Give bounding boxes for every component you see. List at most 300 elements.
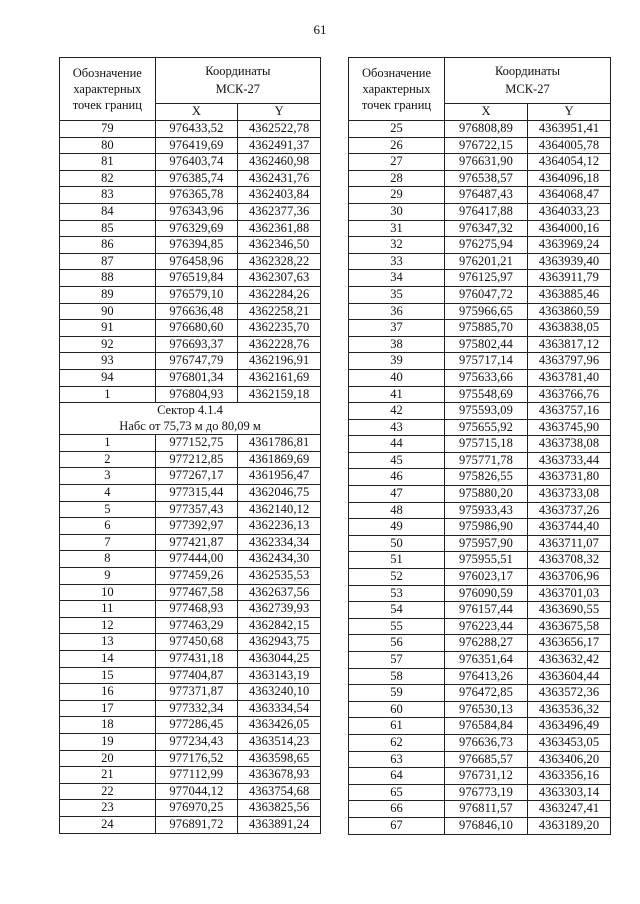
table-row [349,618,611,635]
table-row [349,137,611,154]
point-number: 67 [349,817,445,834]
x-value: 975880,20 [445,486,528,503]
y-value: 4363632,42 [528,652,611,669]
point-number: 40 [349,369,445,386]
y-value: 4363701,03 [528,585,611,602]
y-value: 4362403,84 [238,187,321,204]
point-number: 86 [60,237,156,254]
point-number: 43 [349,419,445,436]
x-value: 976579,10 [155,286,238,303]
y-value: 4363733,08 [528,486,611,503]
x-value: 977392,97 [155,518,238,535]
table-row [349,353,611,370]
table-row [60,584,321,601]
point-number: 29 [349,187,445,204]
y-value: 4362842,15 [238,617,321,634]
table-row [60,220,321,237]
x-value: 976458,96 [155,253,238,270]
point-number: 94 [60,369,156,386]
coordinates-header [155,58,320,104]
table-row [349,602,611,619]
table-row [349,452,611,469]
y-value: 4362236,13 [238,518,321,535]
x-value: 976394,85 [155,237,238,254]
y-value: 4362431,76 [238,170,321,187]
table-row [349,220,611,237]
x-value: 976329,69 [155,220,238,237]
y-value: 4363303,14 [528,784,611,801]
coordinates-title: Координаты [205,64,271,79]
y-value: 4363690,55 [528,602,611,619]
x-value: 976413,26 [445,668,528,685]
x-value: 976808,89 [445,121,528,138]
table-row [349,734,611,751]
x-value: 976538,57 [445,170,528,187]
y-value: 4363891,24 [238,816,321,833]
table-row [60,700,321,717]
x-value: 976891,72 [155,816,238,833]
x-value: 976811,57 [445,801,528,818]
point-number: 66 [349,801,445,818]
x-value: 976419,69 [155,137,238,154]
x-value: 975966,65 [445,303,528,320]
point-number: 19 [60,733,156,750]
point-number: 64 [349,768,445,785]
x-value: 977044,12 [155,783,238,800]
y-value: 4363733,44 [528,452,611,469]
y-value: 4364068,47 [528,187,611,204]
x-value: 976343,96 [155,203,238,220]
y-value: 4363817,12 [528,336,611,353]
point-number: 81 [60,154,156,171]
y-value: 4363247,41 [528,801,611,818]
table-row [60,750,321,767]
table-row [60,286,321,303]
y-header: Y [528,103,611,120]
y-value: 4363860,59 [528,303,611,320]
table-row [349,154,611,171]
x-value: 977468,93 [155,601,238,618]
table-row [60,203,321,220]
point-number: 55 [349,618,445,635]
y-value: 4363675,58 [528,618,611,635]
point-number: 41 [349,386,445,403]
point-number: 47 [349,486,445,503]
x-value: 977152,75 [155,435,238,452]
point-number: 92 [60,336,156,353]
table-row [60,303,321,320]
point-number: 58 [349,668,445,685]
point-number: 37 [349,320,445,337]
table-row [349,817,611,834]
point-number: 34 [349,270,445,287]
point-number: 5 [60,501,156,518]
table-row [349,652,611,669]
x-value: 976223,44 [445,618,528,635]
x-value: 976417,88 [445,203,528,220]
x-value: 975802,44 [445,336,528,353]
y-value: 4364005,78 [528,137,611,154]
table-row [349,801,611,818]
y-value: 4362196,91 [238,353,321,370]
table-row [60,800,321,817]
y-value: 4363885,46 [528,286,611,303]
designation-header: Обозначение характерных точек границ [60,58,156,121]
table-row [349,784,611,801]
table-row [349,469,611,486]
x-value: 977176,52 [155,750,238,767]
table-row [60,518,321,535]
table-row [60,651,321,668]
x-value: 977450,68 [155,634,238,651]
x-value: 976519,84 [155,270,238,287]
y-value: 4362159,18 [238,386,321,403]
y-value: 4363453,05 [528,734,611,751]
x-value: 976201,21 [445,253,528,270]
y-value: 4363426,05 [238,717,321,734]
table-row [349,436,611,453]
y-value: 4362161,69 [238,369,321,386]
point-number: 44 [349,436,445,453]
table-row [60,253,321,270]
y-value: 4363334,54 [238,700,321,717]
x-value: 977444,00 [155,551,238,568]
x-value: 977234,43 [155,733,238,750]
table-row [60,353,321,370]
point-number: 28 [349,170,445,187]
y-value: 4363189,20 [528,817,611,834]
x-value: 976804,93 [155,386,238,403]
designation-header: Обозначение характерных точек границ [349,58,445,121]
table-row [349,419,611,436]
y-value: 4362460,98 [238,154,321,171]
coordinates-table-left [59,57,321,834]
y-value: 4363572,36 [528,685,611,702]
coordinate-system: МСК-27 [505,82,550,97]
table-row [349,336,611,353]
x-value: 976157,44 [445,602,528,619]
table-row [60,170,321,187]
point-number: 26 [349,137,445,154]
point-number: 80 [60,137,156,154]
y-value: 4363514,23 [238,733,321,750]
point-number: 32 [349,237,445,254]
y-value: 4364096,18 [528,170,611,187]
table-row [349,685,611,702]
point-number: 8 [60,551,156,568]
point-number: 23 [60,800,156,817]
y-value: 4363356,16 [528,768,611,785]
point-number: 45 [349,452,445,469]
x-value: 976403,74 [155,154,238,171]
y-value: 4362491,37 [238,137,321,154]
point-number: 15 [60,667,156,684]
table-row [60,369,321,386]
x-value: 976023,17 [445,569,528,586]
x-header: X [445,103,528,120]
point-number: 39 [349,353,445,370]
x-value: 977404,87 [155,667,238,684]
table-row [60,187,321,204]
table-row [60,121,321,138]
point-number: 42 [349,403,445,420]
table-row [60,551,321,568]
x-value: 976125,97 [445,270,528,287]
y-header: Y [238,103,321,120]
table-row [349,751,611,768]
point-number: 57 [349,652,445,669]
x-value: 975933,43 [445,502,528,519]
table-row [60,601,321,618]
table-row [60,468,321,485]
x-value: 977286,45 [155,717,238,734]
y-value: 4363781,40 [528,369,611,386]
point-number: 12 [60,617,156,634]
table-row [349,569,611,586]
y-value: 4362377,36 [238,203,321,220]
point-number: 2 [60,451,156,468]
table-row [60,534,321,551]
x-value: 976773,19 [445,784,528,801]
y-value: 4362328,22 [238,253,321,270]
y-value: 4361869,69 [238,451,321,468]
y-value: 4363711,07 [528,535,611,552]
table-row [349,203,611,220]
table-row [349,386,611,403]
y-value: 4362361,88 [238,220,321,237]
point-number: 52 [349,569,445,586]
point-number: 31 [349,220,445,237]
point-number: 54 [349,602,445,619]
table-row [60,667,321,684]
x-value: 977332,34 [155,700,238,717]
point-number: 22 [60,783,156,800]
sector-subtitle: Набс от 75,73 м до 80,09 м [119,418,261,433]
x-value: 976722,15 [445,137,528,154]
point-number: 56 [349,635,445,652]
point-number: 4 [60,485,156,502]
coordinates-header [445,58,611,104]
table-row [60,617,321,634]
y-value: 4363044,25 [238,651,321,668]
point-number: 88 [60,270,156,287]
table-row [60,816,321,833]
y-value: 4362637,56 [238,584,321,601]
table-row [349,270,611,287]
y-value: 4362522,78 [238,121,321,138]
y-value: 4362434,30 [238,551,321,568]
y-value: 4363598,65 [238,750,321,767]
x-value: 975715,18 [445,436,528,453]
y-value: 4362258,21 [238,303,321,320]
x-value: 976090,59 [445,585,528,602]
x-value: 976347,32 [445,220,528,237]
point-number: 38 [349,336,445,353]
point-number: 3 [60,468,156,485]
coordinates-title: Координаты [494,64,561,79]
page-number: 61 [313,22,327,37]
x-value: 977421,87 [155,534,238,551]
x-value: 977467,58 [155,584,238,601]
x-value: 976530,13 [445,701,528,718]
table-row [349,519,611,536]
point-number: 83 [60,187,156,204]
sector-caption [60,403,321,435]
x-value: 975957,90 [445,535,528,552]
y-value: 4363825,56 [238,800,321,817]
table-row [60,386,321,403]
y-value: 4364000,16 [528,220,611,237]
y-value: 4362140,12 [238,501,321,518]
point-number: 91 [60,320,156,337]
y-value: 4363731,80 [528,469,611,486]
y-value: 4362046,75 [238,485,321,502]
point-number: 35 [349,286,445,303]
table-row [349,303,611,320]
y-value: 4363939,40 [528,253,611,270]
table-row [60,733,321,750]
x-value: 975885,70 [445,320,528,337]
table-row [349,286,611,303]
table-row [60,154,321,171]
point-number: 20 [60,750,156,767]
x-value: 975633,66 [445,369,528,386]
table-row [60,237,321,254]
x-value: 975955,51 [445,552,528,569]
x-value: 976693,37 [155,336,238,353]
table-row [349,668,611,685]
point-number: 65 [349,784,445,801]
table-row [349,170,611,187]
y-value: 4362535,53 [238,568,321,585]
y-value: 4362228,76 [238,336,321,353]
y-value: 4362739,93 [238,601,321,618]
x-value: 977463,29 [155,617,238,634]
x-value: 975655,92 [445,419,528,436]
y-value: 4363678,93 [238,767,321,784]
point-number: 61 [349,718,445,735]
y-value: 4363738,08 [528,436,611,453]
table-row [60,320,321,337]
point-number: 79 [60,121,156,138]
table-row [349,237,611,254]
sector-block [60,403,321,435]
point-number: 17 [60,700,156,717]
x-value: 976636,73 [445,734,528,751]
left-rows-a [60,121,321,403]
table-row [349,585,611,602]
x-value: 975717,14 [445,353,528,370]
y-value: 4362307,63 [238,270,321,287]
point-number: 13 [60,634,156,651]
x-value: 976747,79 [155,353,238,370]
coordinate-system: МСК-27 [215,82,261,97]
x-value: 975593,09 [445,403,528,420]
y-value: 4363766,76 [528,386,611,403]
x-value: 976685,57 [445,751,528,768]
point-number: 24 [60,816,156,833]
table-row [60,501,321,518]
y-value: 4364054,12 [528,154,611,171]
table-row [60,717,321,734]
table-row [349,121,611,138]
table-row [349,502,611,519]
table-row [349,635,611,652]
table-row [349,320,611,337]
x-value: 976047,72 [445,286,528,303]
point-number: 21 [60,767,156,784]
point-number: 53 [349,585,445,602]
x-value: 977357,43 [155,501,238,518]
x-header: X [155,103,238,120]
table-row [349,369,611,386]
table-row [349,535,611,552]
point-number: 62 [349,734,445,751]
point-number: 30 [349,203,445,220]
table-row [349,187,611,204]
y-value: 4362346,50 [238,237,321,254]
x-value: 977315,44 [155,485,238,502]
point-number: 46 [349,469,445,486]
y-value: 4363496,49 [528,718,611,735]
left-rows-b [60,435,321,833]
table-row [60,684,321,701]
x-value: 976636,48 [155,303,238,320]
point-number: 50 [349,535,445,552]
y-value: 4363754,68 [238,783,321,800]
y-value: 4364033,23 [528,203,611,220]
point-number: 89 [60,286,156,303]
coordinates-table-right [348,57,611,835]
y-value: 4363240,10 [238,684,321,701]
x-value: 976385,74 [155,170,238,187]
y-value: 4362943,75 [238,634,321,651]
point-number: 18 [60,717,156,734]
table-row [349,486,611,503]
y-value: 4363951,41 [528,121,611,138]
y-value: 4363737,26 [528,502,611,519]
point-number: 84 [60,203,156,220]
point-number: 14 [60,651,156,668]
y-value: 4361956,47 [238,468,321,485]
table-row [349,253,611,270]
y-value: 4363656,17 [528,635,611,652]
y-value: 4363757,16 [528,403,611,420]
y-value: 4363911,79 [528,270,611,287]
point-number: 9 [60,568,156,585]
table-row [60,435,321,452]
point-number: 25 [349,121,445,138]
point-number: 51 [349,552,445,569]
x-value: 976970,25 [155,800,238,817]
point-number: 60 [349,701,445,718]
x-value: 976801,34 [155,369,238,386]
x-value: 975771,78 [445,452,528,469]
table-row [349,552,611,569]
y-value: 4362235,70 [238,320,321,337]
point-number: 49 [349,519,445,536]
point-number: 6 [60,518,156,535]
x-value: 977267,17 [155,468,238,485]
y-value: 4363838,05 [528,320,611,337]
table-row [349,768,611,785]
x-value: 977212,85 [155,451,238,468]
table-row [60,485,321,502]
y-value: 4363604,44 [528,668,611,685]
x-value: 976680,60 [155,320,238,337]
y-value: 4363536,32 [528,701,611,718]
x-value: 976631,90 [445,154,528,171]
